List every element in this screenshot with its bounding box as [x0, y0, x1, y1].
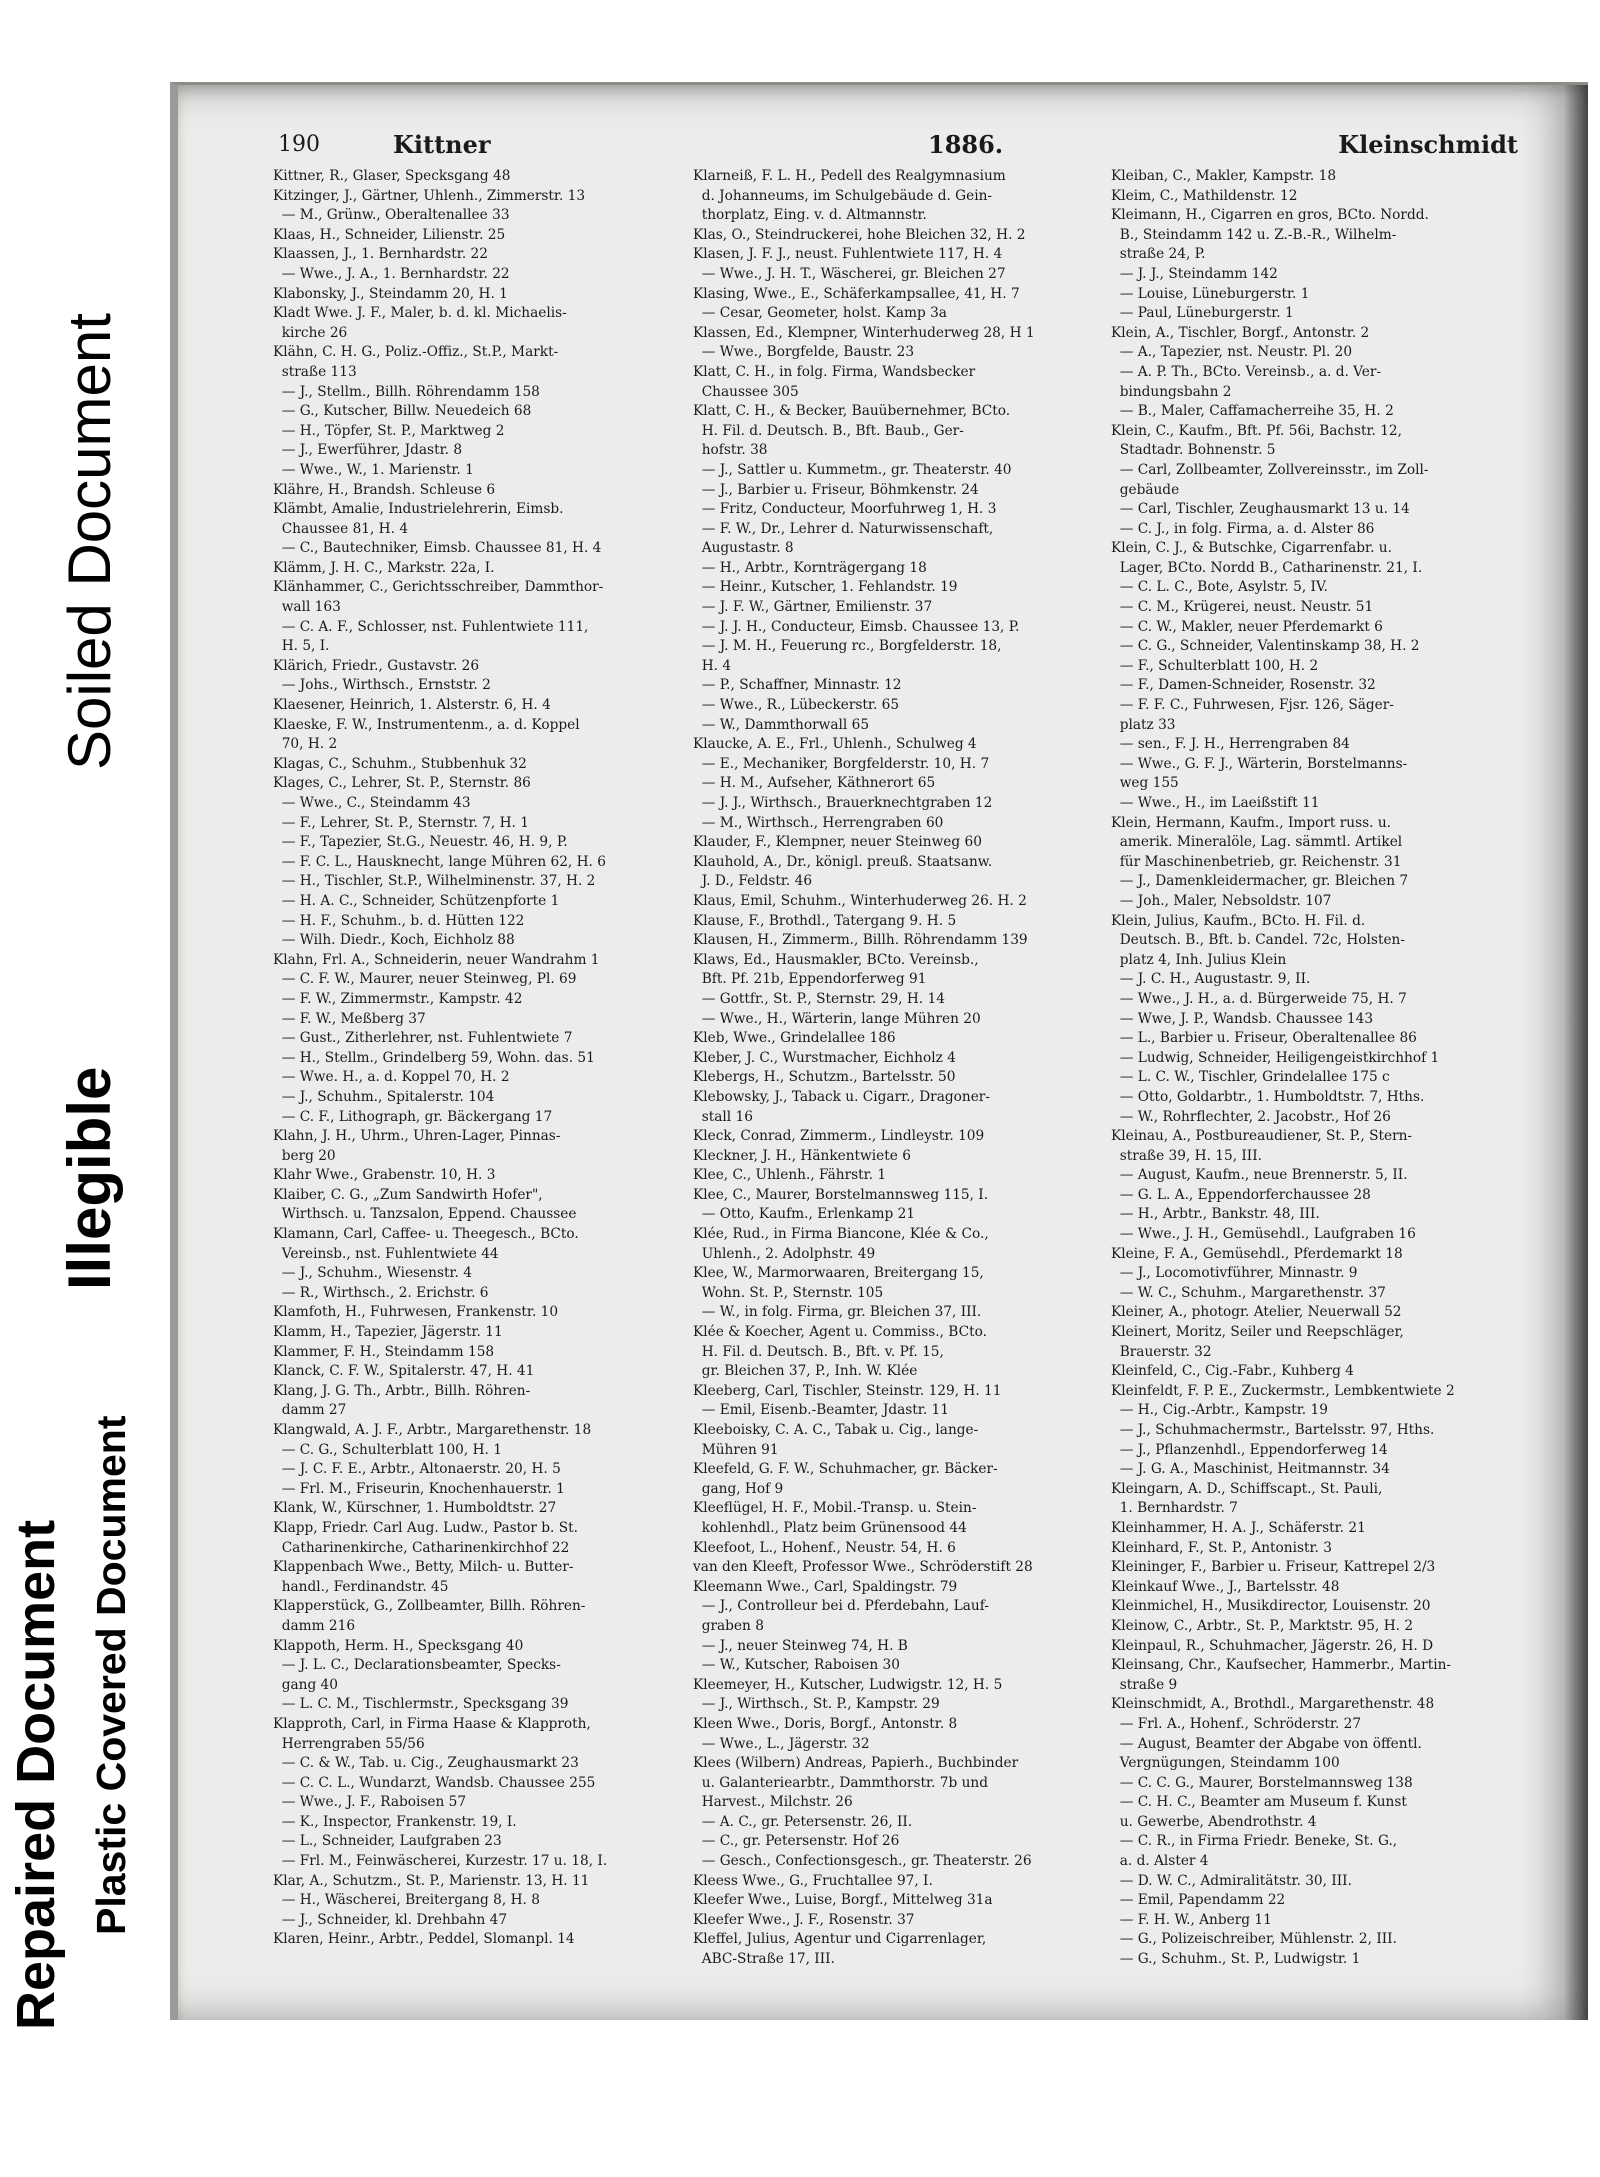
directory-entry: — Wwe., G. F. J., Wärterin, Borstelmanns-: [1111, 755, 1408, 772]
directory-entry: — Wwe., J. F., Raboisen 57: [273, 1794, 467, 1811]
directory-entry: — F. W., Dr., Lehrer d. Naturwissenschaft,: [693, 520, 994, 537]
directory-entry: Klähn, C. H. G., Poliz.-Offiz., St.P., Markt-: [273, 344, 559, 361]
directory-entry: — F., Schulterblatt 100, H. 2: [1111, 657, 1319, 674]
directory-entry: — F. W., Zimmermstr., Kampstr. 42: [273, 990, 523, 1007]
directory-entry: — C. G., Schulterblatt 100, H. 1: [273, 1441, 502, 1458]
directory-entry: Kleinfeld, C., Cig.-Fabr., Kuhberg 4: [1111, 1363, 1354, 1380]
directory-entry: kirche 26: [273, 324, 348, 341]
directory-entry: — C. F. W., Maurer, neuer Steinweg, Pl. 69: [273, 971, 577, 988]
directory-entry: — G. L. A., Eppendorferchaussee 28: [1111, 1186, 1371, 1203]
directory-entry: Klaeske, F. W., Instrumentenm., a. d. Koppel: [273, 716, 580, 733]
directory-entry: — H., Stellm., Grindelberg 59, Wohn. das. 51: [273, 1049, 595, 1066]
directory-entry: — L., Schneider, Laufgraben 23: [273, 1833, 502, 1850]
directory-entry: Klamm, H., Tapezier, Jägerstr. 11: [273, 1324, 503, 1341]
directory-entry: straße 113: [273, 363, 357, 380]
directory-entry: — Louise, Lüneburgerstr. 1: [1111, 285, 1310, 302]
directory-entry: — C. M., Krügerei, neust. Neustr. 51: [1111, 599, 1374, 616]
directory-entry: Klähre, H., Brandsh. Schleuse 6: [273, 481, 496, 498]
directory-entry: — A., Tapezier, nst. Neustr. Pl. 20: [1111, 344, 1353, 361]
page-number: 190: [278, 132, 320, 157]
directory-entry: Klauhold, A., Dr., königl. preuß. Staatsanw.: [693, 853, 993, 870]
stamp-plastic-covered-document: Plastic Covered Document: [88, 1415, 134, 1935]
directory-entry: H. 5, I.: [273, 638, 330, 655]
directory-entry: Kleckner, J. H., Hänkentwiete 6: [693, 1147, 911, 1164]
directory-entry: — H., Wäscherei, Breitergang 8, H. 8: [273, 1892, 540, 1909]
directory-entry: — Joh., Maler, Nebsoldstr. 107: [1111, 892, 1332, 909]
directory-entry: gang 40: [273, 1676, 338, 1693]
directory-entry: Klar, A., Schutzm., St. P., Marienstr. 13, H. 11: [273, 1872, 590, 1889]
directory-entry: Kleeberg, Carl, Tischler, Steinstr. 129, H. 11: [693, 1382, 1002, 1399]
directory-entry: platz 4, Inh. Julius Klein: [1111, 951, 1287, 968]
right-running-title: Kleinschmidt: [1338, 130, 1518, 159]
directory-entry: J. D., Feldstr. 46: [693, 873, 813, 890]
directory-entry: Klee, W., Marmorwaaren, Breitergang 15,: [693, 1265, 984, 1282]
directory-entry: — Wwe., J. H., Gemüsehdl., Laufgraben 16: [1111, 1226, 1416, 1243]
directory-entry: hofstr. 38: [693, 442, 768, 459]
directory-entry: — H., Cig.-Arbtr., Kampstr. 19: [1111, 1402, 1328, 1419]
directory-entry: Kleinert, Moritz, Seiler und Reepschläger,: [1111, 1324, 1404, 1341]
directory-column-2: [693, 167, 1085, 1970]
directory-entry: — Gesch., Confectionsgesch., gr. Theaterstr. 26: [693, 1853, 1032, 1870]
directory-entry: amerik. Mineralöle, Lag. sämmtl. Artikel: [1111, 834, 1403, 851]
directory-entry: — L. C. W., Tischler, Grindelallee 175 c: [1111, 1069, 1390, 1086]
directory-entry: Klauder, F., Klempner, neuer Steinweg 60: [693, 834, 982, 851]
directory-entry: graben 8: [693, 1617, 764, 1634]
directory-entry: Kleiner, A., photogr. Atelier, Neuerwall 52: [1111, 1304, 1402, 1321]
directory-entry: — Wilh. Diedr., Koch, Eichholz 88: [273, 932, 515, 949]
directory-entry: Klapperstück, G., Zollbeamter, Billh. Röhren-: [273, 1598, 586, 1615]
directory-entry: — W., Kutscher, Raboisen 30: [693, 1657, 900, 1674]
directory-entry: — Wwe. H., a. d. Koppel 70, H. 2: [273, 1069, 510, 1086]
directory-entry: — J., Wirthsch., St. P., Kampstr. 29: [693, 1696, 940, 1713]
directory-entry: Klein, Hermann, Kaufm., Import russ. u.: [1111, 814, 1392, 831]
directory-entry: — J., Sattler u. Kummetm., gr. Theaterstr. 40: [693, 461, 1012, 478]
directory-entry: Kleefoot, L., Hohenf., Neustr. 54, H. 6: [693, 1539, 956, 1556]
directory-entry: thorplatz, Eing. v. d. Altmannstr.: [693, 207, 927, 224]
directory-entry: — F., Lehrer, St. P., Sternstr. 7, H. 1: [273, 814, 529, 831]
left-running-title: Kittner: [393, 130, 491, 159]
directory-entry: — W., in folg. Firma, gr. Bleichen 37, III.: [693, 1304, 982, 1321]
directory-entry: handl., Ferdinandstr. 45: [273, 1578, 449, 1595]
directory-entry: — Fritz, Conducteur, Moorfuhrweg 1, H. 3: [693, 501, 997, 518]
directory-entry: — Gottfr., St. P., Sternstr. 29, H. 14: [693, 990, 945, 1007]
directory-column-1: [273, 167, 665, 1950]
directory-entry: Kleess Wwe., G., Fruchtallee 97, I.: [693, 1872, 933, 1889]
directory-entry: — C. W., Makler, neuer Pferdemarkt 6: [1111, 618, 1383, 635]
directory-entry: — F. W., Meßberg 37: [273, 1010, 426, 1027]
directory-entry: Klause, F., Brothdl., Tatergang 9. H. 5: [693, 912, 957, 929]
directory-entry: — J. C. F. E., Arbtr., Altonaerstr. 20, H. 5: [273, 1461, 561, 1478]
directory-entry: Kleber, J. C., Wurstmacher, Eichholz 4: [693, 1049, 956, 1066]
directory-entry: Klagas, C., Schuhm., Stubbenhuk 32: [273, 755, 527, 772]
directory-entry: — J., Controlleur bei d. Pferdebahn, Lauf-: [693, 1598, 989, 1615]
directory-entry: — Wwe., L., Jägerstr. 32: [693, 1735, 870, 1752]
directory-entry: — D. W. C., Admiralitätstr. 30, III.: [1111, 1872, 1352, 1889]
directory-entry: — F. H. W., Anberg 11: [1111, 1911, 1272, 1928]
directory-entry: — Frl. A., Hohenf., Schröderstr. 27: [1111, 1715, 1362, 1732]
directory-entry: — G., Polizeischreiber, Mühlenstr. 2, III.: [1111, 1931, 1397, 1948]
directory-entry: — Wwe., J. A., 1. Bernhardstr. 22: [273, 265, 510, 282]
directory-entry: — C. C. G., Maurer, Borstelmannsweg 138: [1111, 1774, 1413, 1791]
directory-entry: Lager, BCto. Nordd B., Catharinenstr. 21, I.: [1111, 559, 1423, 576]
directory-entry: Herrengraben 55/56: [273, 1735, 425, 1752]
directory-entry: Deutsch. B., Bft. b. Candel. 72c, Holsten-: [1111, 932, 1405, 949]
directory-entry: Stadtadr. Bohnenstr. 5: [1111, 442, 1276, 459]
directory-entry: Kleefeld, G. F. W., Schuhmacher, gr. Bäcker-: [693, 1461, 998, 1478]
directory-entry: Klatt, C. H., & Becker, Bauübernehmer, BCto.: [693, 403, 1011, 420]
directory-entry: Kleinhard, F., St. P., Antonistr. 3: [1111, 1539, 1332, 1556]
directory-entry: Kladt Wwe. J. F., Maler, b. d. kl. Michaelis-: [273, 305, 567, 322]
directory-entry: — Wwe., J. H. T., Wäscherei, gr. Bleichen 27: [693, 265, 1006, 282]
directory-entry: damm 216: [273, 1617, 356, 1634]
directory-entry: — B., Maler, Caffamacherreihe 35, H. 2: [1111, 403, 1394, 420]
directory-entry: — H., Tischler, St.P., Wilhelminenstr. 37, H. 2: [273, 873, 596, 890]
directory-entry: — L., Barbier u. Friseur, Oberaltenallee 86: [1111, 1030, 1417, 1047]
directory-entry: Augustastr. 8: [693, 540, 794, 557]
directory-entry: Kleingarn, A. D., Schiffscapt., St. Pauli,: [1111, 1480, 1383, 1497]
scanned-page: [170, 82, 1588, 2020]
directory-entry: Klein, C. J., & Butschke, Cigarrenfabr. u.: [1111, 540, 1392, 557]
directory-entry: Klassen, Ed., Klempner, Winterhuderweg 28, H 1: [693, 324, 1035, 341]
directory-entry: — J., Schuhm., Spitalerstr. 104: [273, 1088, 495, 1105]
directory-entry: — Frl. M., Friseurin, Knochenhauerstr. 1: [273, 1480, 565, 1497]
directory-entry: straße 9: [1111, 1676, 1178, 1693]
directory-entry: Klebowsky, J., Taback u. Cigarr., Dragoner-: [693, 1088, 990, 1105]
directory-entry: Kittner, R., Glaser, Specksgang 48: [273, 168, 511, 184]
directory-entry: straße 24, P.: [1111, 246, 1206, 263]
directory-entry: — Wwe., H., im Laeißstift 11: [1111, 795, 1320, 811]
directory-entry: — M., Wirthsch., Herrengraben 60: [693, 814, 944, 831]
directory-entry: Kleinpaul, R., Schuhmacher, Jägerstr. 26, H. D: [1111, 1637, 1434, 1654]
directory-entry: — J. F. W., Gärtner, Emilienstr. 37: [693, 599, 933, 616]
directory-entry: — J. J., Wirthsch., Brauerknechtgraben 12: [693, 795, 993, 811]
directory-entry: — J. G. A., Maschinist, Heitmannstr. 34: [1111, 1461, 1390, 1478]
directory-entry: — J., Ewerführer, Jdastr. 8: [273, 442, 463, 459]
directory-entry: Klein, Julius, Kaufm., BCto. H. Fil. d.: [1111, 912, 1366, 929]
directory-entry: damm 27: [273, 1402, 347, 1419]
directory-entry: weg 155: [1111, 775, 1179, 792]
directory-entry: kohlenhdl., Platz beim Grünensood 44: [693, 1519, 967, 1536]
year-heading: 1886.: [928, 130, 1004, 159]
directory-entry: — A. C., gr. Petersenstr. 26, II.: [693, 1813, 913, 1830]
directory-entry: Kleimann, H., Cigarren en gros, BCto. Nordd.: [1111, 207, 1429, 224]
directory-entry: Klée, Rud., in Firma Biancone, Klée & Co.,: [693, 1226, 989, 1243]
directory-entry: Klaassen, J., 1. Bernhardstr. 22: [273, 246, 488, 263]
directory-entry: — J., Locomotivführer, Minnastr. 9: [1111, 1265, 1358, 1282]
directory-entry: — H. F., Schuhm., b. d. Hütten 122: [273, 912, 525, 929]
directory-entry: Klas, O., Steindruckerei, hohe Bleichen 32, H. 2: [693, 226, 1026, 243]
directory-entry: — Johs., Wirthsch., Ernststr. 2: [273, 677, 491, 694]
directory-entry: — Wwe., H., Wärterin, lange Mühren 20: [693, 1010, 981, 1027]
directory-entry: — Wwe., J. H., a. d. Bürgerweide 75, H. 7: [1111, 990, 1407, 1007]
directory-entry: Mühren 91: [693, 1441, 779, 1458]
directory-entry: Klammer, F. H., Steindamm 158: [273, 1343, 495, 1360]
directory-entry: Klämm, J. H. C., Markstr. 22a, I.: [273, 559, 495, 576]
directory-entry: — J., Stellm., Billh. Röhrendamm 158: [273, 383, 540, 400]
directory-entry: H. Fil. d. Deutsch. B., Bft. v. Pf. 15,: [693, 1343, 944, 1360]
directory-entry: a. d. Alster 4: [1111, 1853, 1209, 1870]
directory-entry: berg 20: [273, 1147, 336, 1164]
directory-entry: — Gust., Zitherlehrer, nst. Fuhlentwiete 7: [273, 1030, 573, 1047]
directory-entry: Klee, C., Uhlenh., Fährstr. 1: [693, 1167, 887, 1184]
directory-entry: Kleinschmidt, A., Brothdl., Margarethenstr. 48: [1111, 1696, 1435, 1713]
directory-entry: Klaws, Ed., Hausmakler, BCto. Vereinsb.,: [693, 951, 979, 968]
directory-entry: Klasen, J. F. J., neust. Fuhlentwiete 117, H. 4: [693, 246, 1003, 263]
directory-entry: — Ludwig, Schneider, Heiligengeistkirchhof 1: [1111, 1049, 1440, 1066]
directory-entry: — J. L. C., Declarationsbeamter, Specks-: [273, 1657, 561, 1674]
directory-entry: Klapp, Friedr. Carl Aug. Ludw., Pastor b. St.: [273, 1519, 578, 1536]
directory-entry: Kleinmichel, H., Musikdirector, Louisenstr. 20: [1111, 1598, 1431, 1615]
directory-entry: Vergnügungen, Steindamm 100: [1111, 1755, 1340, 1772]
directory-entry: — J. M. H., Feuerung rc., Borgfelderstr. 18,: [693, 638, 1002, 655]
directory-entry: — J. C. H., Augustastr. 9, II.: [1111, 971, 1311, 988]
directory-entry: — M., Grünw., Oberaltenallee 33: [273, 207, 510, 224]
directory-entry: Kleim, C., Mathildenstr. 12: [1111, 187, 1298, 204]
directory-entry: Klank, W., Kürschner, 1. Humboldtstr. 27: [273, 1500, 557, 1517]
directory-entry: Klamann, Carl, Caffee- u. Theegesch., BCto.: [273, 1226, 579, 1243]
directory-entry: — H., Arbtr., Kornträgergang 18: [693, 559, 927, 576]
directory-entry: van den Kleeft, Professor Wwe., Schröderstift 28: [693, 1559, 1033, 1576]
directory-entry: — H., Töpfer, St. P., Marktweg 2: [273, 422, 505, 439]
directory-entry: platz 33: [1111, 716, 1176, 733]
directory-entry: B., Steindamm 142 u. Z.-B.-R., Wilhelm-: [1111, 226, 1397, 243]
directory-entry: 1. Bernhardstr. 7: [1111, 1500, 1238, 1517]
directory-entry: Kleinow, C., Arbtr., St. P., Marktstr. 95, H. 2: [1111, 1617, 1414, 1634]
directory-entry: Kleffel, Julius, Agentur und Cigarrenlager,: [693, 1931, 987, 1948]
directory-entry: Klebergs, H., Schutzm., Bartelsstr. 50: [693, 1069, 956, 1086]
directory-entry: Klatt, C. H., in folg. Firma, Wandsbecker: [693, 363, 976, 380]
directory-entry: — C. R., in Firma Friedr. Beneke, St. G.,: [1111, 1833, 1398, 1850]
directory-entry: Kleefer Wwe., J. F., Rosenstr. 37: [693, 1911, 915, 1928]
directory-entry: — C. G., Schneider, Valentinskamp 38, H. 2: [1111, 638, 1420, 655]
directory-entry: — C. & W., Tab. u. Cig., Zeughausmarkt 23: [273, 1755, 579, 1772]
directory-entry: — W., Dammthorwall 65: [693, 716, 870, 733]
directory-entry: Kleinhammer, H. A. J., Schäferstr. 21: [1111, 1519, 1366, 1536]
directory-entry: Klarneiß, F. L. H., Pedell des Realgymnasium: [693, 168, 1006, 184]
directory-entry: Kleinkauf Wwe., J., Bartelsstr. 48: [1111, 1578, 1340, 1595]
directory-entry: Klein, A., Tischler, Borgf., Antonstr. 2: [1111, 324, 1370, 341]
directory-entry: Klanck, C. F. W., Spitalerstr. 47, H. 41: [273, 1363, 535, 1380]
directory-entry: Klahn, J. H., Uhrm., Uhren-Lager, Pinnas-: [273, 1128, 561, 1145]
directory-entry: — Otto, Kaufm., Erlenkamp 21: [693, 1206, 915, 1223]
directory-entry: — Wwe., W., 1. Marienstr. 1: [273, 461, 474, 478]
directory-entry: Klasing, Wwe., E., Schäferkampsallee, 41, H. 7: [693, 285, 1020, 302]
directory-entry: gang, Hof 9: [693, 1480, 784, 1497]
directory-entry: — J., Damenkleidermacher, gr. Bleichen 7: [1111, 873, 1409, 890]
directory-entry: — Wwe, J. P., Wandsb. Chaussee 143: [1111, 1010, 1374, 1027]
directory-entry: — J., Barbier u. Friseur, Böhmkenstr. 24: [693, 481, 979, 498]
directory-entry: Klahr Wwe., Grabenstr. 10, H. 3: [273, 1167, 496, 1184]
directory-entry: Kleeboisky, C. A. C., Tabak u. Cig., lange-: [693, 1422, 979, 1438]
directory-entry: — Carl, Zollbeamter, Zollvereinsstr., im Zoll-: [1111, 461, 1429, 478]
directory-entry: stall 16: [693, 1108, 753, 1125]
directory-entry: — Wwe., C., Steindamm 43: [273, 795, 471, 811]
directory-entry: — August, Beamter der Abgabe von öffentl.: [1111, 1735, 1422, 1752]
directory-entry: — F. C. L., Hausknecht, lange Mühren 62, H. 6: [273, 853, 606, 870]
directory-entry: Klänhammer, C., Gerichtsschreiber, Dammthor-: [273, 579, 604, 596]
directory-entry: u. Gewerbe, Abendrothstr. 4: [1111, 1813, 1317, 1830]
directory-entry: — F., Damen-Schneider, Rosenstr. 32: [1111, 677, 1376, 694]
directory-entry: Brauerstr. 32: [1111, 1343, 1212, 1360]
directory-entry: — L. C. M., Tischlermstr., Specksgang 39: [273, 1696, 569, 1713]
directory-entry: Klamfoth, H., Fuhrwesen, Frankenstr. 10: [273, 1304, 559, 1321]
directory-entry: Klaas, H., Schneider, Lilienstr. 25: [273, 226, 506, 243]
directory-entry: — F., Tapezier, St.G., Neuestr. 46, H. 9, P.: [273, 834, 568, 851]
directory-entry: — C. A. F., Schlosser, nst. Fuhlentwiete 111,: [273, 618, 589, 635]
directory-entry: Chaussee 305: [693, 383, 799, 400]
directory-entry: — Wwe., Borgfelde, Baustr. 23: [693, 344, 915, 361]
directory-entry: Klappoth, Herm. H., Specksgang 40: [273, 1637, 524, 1654]
directory-entry: Klaesener, Heinrich, 1. Alsterstr. 6, H. 4: [273, 697, 551, 714]
directory-entry: bindungsbahn 2: [1111, 383, 1232, 400]
directory-entry: Klämbt, Amalie, Industrielehrerin, Eimsb.: [273, 501, 564, 518]
directory-entry: — H. M., Aufseher, Käthnerort 65: [693, 775, 936, 792]
directory-entry: Kleen Wwe., Doris, Borgf., Antonstr. 8: [693, 1715, 958, 1732]
directory-entry: u. Galanteriearbtr., Dammthorstr. 7b und: [693, 1774, 989, 1791]
directory-entry: — Frl. M., Feinwäscherei, Kurzestr. 17 u. 18, I.: [273, 1853, 608, 1870]
directory-entry: Kleine, F. A., Gemüsehdl., Pferdemarkt 18: [1111, 1245, 1403, 1262]
directory-entry: Kleiban, C., Makler, Kampstr. 18: [1111, 168, 1337, 184]
directory-entry: Klärich, Friedr., Gustavstr. 26: [273, 657, 480, 674]
directory-entry: — J., neuer Steinweg 74, H. B: [693, 1637, 908, 1654]
directory-entry: — E., Mechaniker, Borgfelderstr. 10, H. 7: [693, 755, 990, 772]
stamp-illegible: Illegible: [56, 1066, 123, 1290]
directory-entry: — Emil, Eisenb.-Beamter, Jdastr. 11: [693, 1402, 949, 1419]
directory-entry: Klein, C., Kaufm., Bft. Pf. 56i, Bachstr. 12,: [1111, 422, 1402, 439]
directory-entry: — H. A. C., Schneider, Schützenpforte 1: [273, 892, 560, 909]
directory-entry: Klahn, Frl. A., Schneiderin, neuer Wandrahm 1: [273, 951, 600, 968]
directory-entry: H. 4: [693, 657, 732, 674]
directory-entry: Kleinfeldt, F. P. E., Zuckermstr., Lembkentwiete 2: [1111, 1382, 1455, 1399]
directory-entry: straße 39, H. 15, III.: [1111, 1147, 1262, 1164]
directory-entry: Klees (Wilbern) Andreas, Papierh., Buchbinder: [693, 1755, 1019, 1772]
directory-entry: — Otto, Goldarbtr., 1. Humboldtstr. 7, Hths.: [1111, 1088, 1425, 1105]
directory-entry: wall 163: [273, 599, 341, 616]
directory-entry: — J., Schneider, kl. Drehbahn 47: [273, 1911, 508, 1928]
directory-entry: ABC-Straße 17, III.: [693, 1951, 835, 1968]
directory-entry: Klausen, H., Zimmerm., Billh. Röhrendamm 139: [693, 932, 1028, 949]
directory-entry: Uhlenh., 2. Adolphstr. 49: [693, 1245, 876, 1262]
directory-entry: Vereinsb., nst. Fuhlentwiete 44: [273, 1245, 499, 1262]
directory-entry: Kleeflügel, H. F., Mobil.-Transp. u. Stein-: [693, 1500, 977, 1517]
directory-entry: Klappenbach Wwe., Betty, Milch- u. Butter-: [273, 1559, 574, 1576]
directory-entry: Wirthsch. u. Tanzsalon, Eppend. Chaussee: [273, 1206, 577, 1223]
directory-entry: — Paul, Lüneburgerstr. 1: [1111, 305, 1294, 322]
directory-entry: Wohn. St. P., Sternstr. 105: [693, 1284, 884, 1301]
directory-entry: — Wwe., R., Lübeckerstr. 65: [693, 697, 900, 714]
directory-entry: 70, H. 2: [273, 736, 338, 753]
directory-entry: Klaiber, C. G., „Zum Sandwirth Hofer",: [273, 1186, 543, 1203]
directory-entry: Klabonsky, J., Steindamm 20, H. 1: [273, 285, 508, 302]
directory-entry: d. Johanneums, im Schulgebäude d. Gein-: [693, 187, 993, 204]
directory-entry: Kleefer Wwe., Luise, Borgf., Mittelweg 31a: [693, 1892, 993, 1909]
directory-entry: — J., Schuhmachermstr., Bartelsstr. 97, Hths.: [1111, 1422, 1435, 1438]
directory-entry: — August, Kaufm., neue Brennerstr. 5, II.: [1111, 1167, 1408, 1184]
directory-entry: — C., Bautechniker, Eimsb. Chaussee 81, H. 4: [273, 540, 602, 557]
directory-entry: Catharinenkirche, Catharinenkirchhof 22: [273, 1539, 570, 1556]
directory-entry: gebäude: [1111, 481, 1180, 498]
directory-entry: — W., Rohrflechter, 2. Jacobstr., Hof 26: [1111, 1108, 1391, 1125]
directory-entry: Klapproth, Carl, in Firma Haase & Klapproth,: [273, 1715, 591, 1732]
directory-entry: — F. F. C., Fuhrwesen, Fjsr. 126, Säger-: [1111, 697, 1394, 714]
directory-entry: — J., Schuhm., Wiesenstr. 4: [273, 1265, 472, 1282]
directory-entry: Klangwald, A. J. F., Arbtr., Margarethenstr. 18: [273, 1422, 592, 1438]
directory-entry: Kleck, Conrad, Zimmerm., Lindleystr. 109: [693, 1128, 985, 1145]
directory-column-3: [1111, 167, 1503, 1970]
stamp-repaired-document: Repaired Document: [6, 1519, 66, 2030]
directory-entry: — R., Wirthsch., 2. Erichstr. 6: [273, 1284, 489, 1301]
directory-entry: — Carl, Tischler, Zeughausmarkt 13 u. 14: [1111, 501, 1410, 518]
directory-entry: — C. C. L., Wundarzt, Wandsb. Chaussee 255: [273, 1774, 596, 1791]
directory-entry: Kleb, Wwe., Grindelallee 186: [693, 1030, 896, 1047]
directory-entry: — G., Kutscher, Billw. Neuedeich 68: [273, 403, 532, 420]
directory-entry: — P., Schaffner, Minnastr. 12: [693, 677, 902, 694]
directory-entry: — J., Pflanzenhdl., Eppendorferweg 14: [1111, 1441, 1388, 1458]
directory-entry: — C. J., in folg. Firma, a. d. Alster 86: [1111, 520, 1375, 537]
directory-entry: — Cesar, Geometer, holst. Kamp 3a: [693, 305, 947, 322]
directory-entry: — W. C., Schuhm., Margarethenstr. 37: [1111, 1284, 1386, 1301]
page-header: [278, 130, 1518, 166]
directory-entry: — J. J., Steindamm 142: [1111, 265, 1278, 282]
directory-entry: Kleemann Wwe., Carl, Spaldingstr. 79: [693, 1578, 958, 1595]
directory-entry: Kleinau, A., Postbureaudiener, St. P., Stern-: [1111, 1128, 1413, 1145]
directory-entry: — K., Inspector, Frankenstr. 19, I.: [273, 1813, 517, 1830]
directory-entry: — Emil, Papendamm 22: [1111, 1892, 1286, 1909]
directory-entry: Kitzinger, J., Gärtner, Uhlenh., Zimmerstr. 13: [273, 187, 586, 204]
directory-entry: — H., Arbtr., Bankstr. 48, III.: [1111, 1206, 1320, 1223]
directory-entry: H. Fil. d. Deutsch. B., Bft. Baub., Ger-: [693, 422, 964, 439]
directory-entry: — G., Schuhm., St. P., Ludwigstr. 1: [1111, 1951, 1361, 1968]
directory-entry: — sen., F. J. H., Herrengraben 84: [1111, 736, 1350, 753]
directory-entry: — C., gr. Petersenstr. Hof 26: [693, 1833, 900, 1850]
directory-entry: für Maschinenbetrieb, gr. Reichenstr. 31: [1111, 853, 1402, 870]
directory-entry: Klaren, Heinr., Arbtr., Peddel, Slomanpl. 14: [273, 1931, 575, 1948]
directory-entry: Kleemeyer, H., Kutscher, Ludwigstr. 12, H. 5: [693, 1676, 1003, 1693]
directory-entry: — Heinr., Kutscher, 1. Fehlandstr. 19: [693, 579, 958, 596]
directory-entry: — J. J. H., Conducteur, Eimsb. Chaussee 13, P.: [693, 618, 1020, 635]
directory-entry: Kleinsang, Chr., Kaufsecher, Hammerbr., Martin-: [1111, 1657, 1452, 1674]
directory-entry: Klaus, Emil, Schuhm., Winterhuderweg 26. H. 2: [693, 892, 1027, 909]
directory-entry: Chaussee 81, H. 4: [273, 520, 409, 537]
directory-entry: — C. L. C., Bote, Asylstr. 5, IV.: [1111, 579, 1328, 596]
directory-entry: Klang, J. G. Th., Arbtr., Billh. Röhren-: [273, 1382, 531, 1399]
directory-entry: Klee, C., Maurer, Borstelmannsweg 115, I.: [693, 1186, 989, 1203]
directory-entry: Klages, C., Lehrer, St. P., Sternstr. 86: [273, 775, 531, 792]
directory-entry: Klée & Koecher, Agent u. Commiss., BCto.: [693, 1324, 987, 1341]
directory-entry: Kleininger, F., Barbier u. Friseur, Kattrepel 2/3: [1111, 1559, 1436, 1576]
directory-entry: — A. P. Th., BCto. Vereinsb., a. d. Ver-: [1111, 363, 1382, 380]
directory-entry: — C. H. C., Beamter am Museum f. Kunst: [1111, 1794, 1407, 1811]
directory-entry: — C. F., Lithograph, gr. Bäckergang 17: [273, 1108, 553, 1125]
directory-entry: gr. Bleichen 37, P., Inh. W. Klée: [693, 1363, 918, 1380]
directory-columns: [273, 167, 1518, 1968]
stamp-soiled-document: Soiled Document: [56, 313, 123, 770]
directory-entry: Harvest., Milchstr. 26: [693, 1794, 853, 1811]
directory-entry: Bft. Pf. 21b, Eppendorferweg 91: [693, 971, 927, 988]
directory-entry: Klaucke, A. E., Frl., Uhlenh., Schulweg 4: [693, 736, 977, 753]
